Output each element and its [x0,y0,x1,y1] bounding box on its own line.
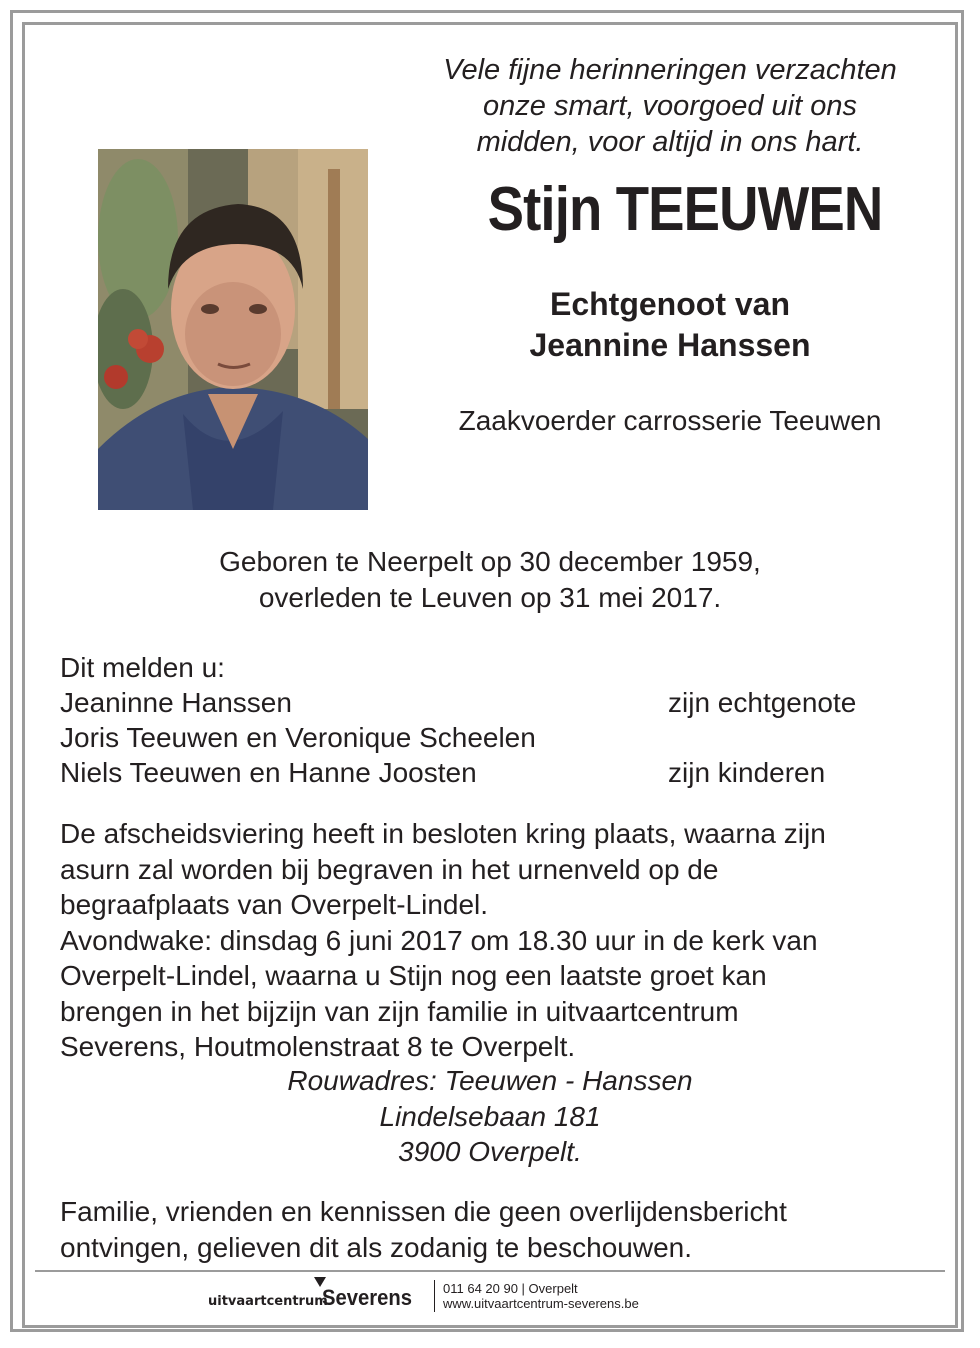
closing-line: Familie, vrienden en kennissen die geen overlijdensbericht [60,1196,787,1227]
logo-subtitle: uitvaartcentrum [208,1294,328,1309]
address-line: Rouwadres: Teeuwen - Hanssen [287,1065,693,1096]
spouse-info [440,284,900,366]
family-member: Niels Teeuwen en Hanne Joosten [60,757,477,788]
portrait-photo [98,149,368,510]
contact-phone: 011 64 20 90 | Overpelt [443,1281,578,1296]
spouse-label: Echtgenoot van [549,286,790,322]
ceremony-line: De afscheidsviering heeft in besloten kring plaats, waarna zijn [60,818,826,849]
footer-separator [434,1280,435,1312]
life-dates [60,544,920,616]
occupation: Zaakvoerder carrosserie Teeuwen [458,405,882,436]
funeral-home-logo [208,1276,430,1316]
quote-line: midden, voor altijd in ons hart. [476,126,864,158]
family-row [60,720,920,755]
footer-contact [443,1281,639,1311]
logo-title: Severens [322,1285,413,1310]
closing-note [60,1194,920,1266]
ceremony-line: Avondwake: dinsdag 6 juni 2017 om 18.30 uur in de kerk van [60,924,818,956]
deceased-name: Stijn TEEUWEN [487,175,883,244]
address-line: Lindelsebaan 181 [379,1100,601,1132]
death-line: overleden te Leuven op 31 mei 2017. [258,582,722,613]
quote-line: onze smart, voorgoed uit ons [483,90,857,122]
ceremony-line: asurn zal worden bij begraven in het urnenveld op de [60,853,719,885]
birth-line: Geboren te Neerpelt op 30 december 1959, [219,546,761,577]
family-row [60,685,920,720]
family-notice [60,650,920,790]
portrait-image [98,149,368,510]
family-relation: zijn kinderen [668,757,826,788]
mourning-address [220,1063,760,1170]
memorial-quote [420,52,920,160]
family-member: Joris Teeuwen en Veronique Scheelen [60,722,536,753]
ceremony-details [60,816,920,1065]
spouse-name: Jeannine Hanssen [529,327,811,363]
ceremony-line: brengen in het bijzijn van zijn familie in uitvaartcentrum [60,995,739,1027]
contact-website: www.uitvaartcentrum-severens.be [443,1296,639,1311]
closing-line: ontvingen, gelieven dit als zodanig te beschouwen. [60,1232,692,1263]
footer-divider [35,1270,945,1272]
address-line: 3900 Overpelt. [398,1136,582,1167]
ceremony-line: Overpelt-Lindel, waarna u Stijn nog een laatste groet kan [60,960,767,991]
family-row [60,755,920,790]
family-member: Jeaninne Hanssen [60,687,292,718]
quote-line: Vele fijne herinneringen verzachten [443,54,897,86]
family-relation: zijn echtgenote [668,687,857,718]
ceremony-line: begraafplaats van Overpelt-Lindel. [60,889,489,920]
notice-intro: Dit melden u: [60,652,225,683]
ceremony-line: Severens, Houtmolenstraat 8 te Overpelt. [60,1031,576,1062]
